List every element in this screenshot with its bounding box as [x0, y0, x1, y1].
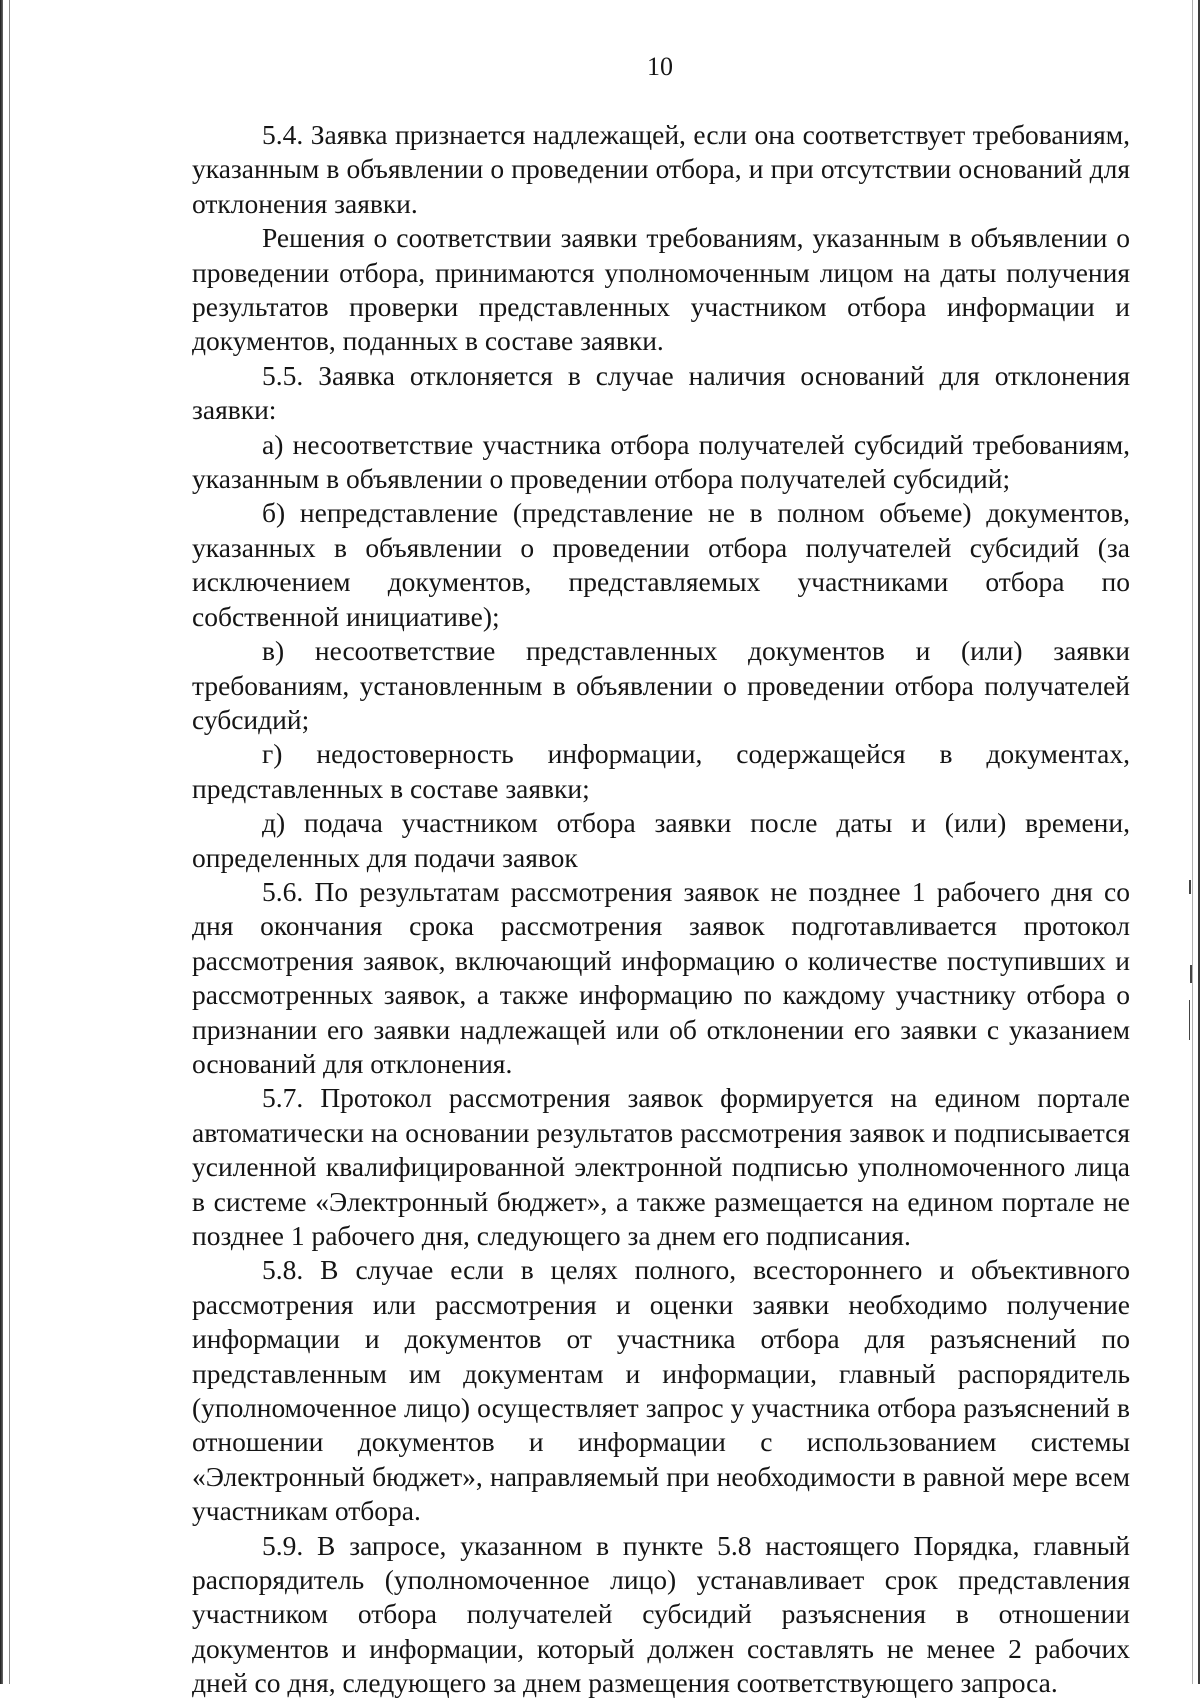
scan-edge-left-line [9, 0, 10, 1684]
paragraph-5-4: 5.4. Заявка признается надлежащей, если она соответствует требованиям, указанным в объявлении о проведении отбора, и при отсутствии оснований для отклонения заявки. [192, 119, 1130, 219]
paragraph-5-9: 5.9. В запросе, указанном в пункте 5.8 настоящего Порядка, главный распорядитель (уполномоченное лицо) устанавливает срок представления участником отбора получателей субсидий разъяснения в отношении документов и информации, который должен составлять не менее 2 рабочих дней со дня, следующего за днем размещения соответствующего запроса. [192, 1529, 1130, 1699]
paragraph-5-5-v: в) несоответствие представленных документов и (или) заявки требованиям, установленным в объявлении о проведении отбора получателей субсидий; [192, 635, 1130, 735]
paragraph-5-5-b: б) непредставление (представление не в полном объеме) документов, указанных в объявлении о проведении отбора получателей субсидий (за исключением документов, представляемых участниками отбора по собственной инициативе); [192, 497, 1130, 632]
paragraph-5-5-a: а) несоответствие участника отбора получателей субсидий требованиям, указанным в объявлении о проведении отбора получателей субсидий; [192, 428, 1130, 495]
scan-mark [1190, 965, 1192, 983]
page-number: 10 [647, 52, 673, 81]
scan-edge-right-line [1192, 0, 1193, 1684]
scan-edge-left [0, 0, 3, 1684]
scan-mark [1189, 1000, 1190, 1040]
paragraph-decisions: Решения о соответствии заявки требованиям, указанным в объявлении о проведении отбора, принимаются уполномоченным лицом на даты получения результатов проверки представленных участником отбора информации и документов, поданных в составе заявки. [192, 222, 1130, 357]
document-body [192, 118, 1130, 1701]
scan-mark [1189, 880, 1191, 894]
paragraph-5-5-d: д) подача участником отбора заявки после даты и (или) времени, определенных для подачи заявок [192, 807, 1130, 873]
paragraph-5-7: 5.7. Протокол рассмотрения заявок формируется на едином портале автоматически на основании результатов рассмотрения заявок и подписывается усиленной квалифицированной электронной подписью уполномоченного лица в системе «Электронный бюджет», а также размещается на едином портале не позднее 1 рабочего дня, следующего за днем его подписания. [192, 1082, 1130, 1251]
paragraph-5-6: 5.6. По результатам рассмотрения заявок не позднее 1 рабочего дня со дня окончания срока рассмотрения заявок подготавливается протокол рассмотрения заявок, включающий информацию о количестве поступивших и рассмотренных заявок, а также информацию по каждому участнику отбора о признании его заявки надлежащей или об отклонении его заявки с указанием оснований для отклонения. [192, 875, 1130, 1079]
paragraph-5-5-g: г) недостоверность информации, содержащейся в документах, представленных в составе заявки; [192, 738, 1130, 804]
paragraph-5-5: 5.5. Заявка отклоняется в случае наличия оснований для отклонения заявки: [192, 359, 1130, 426]
paragraph-5-8: 5.8. В случае если в целях полного, всестороннего и объективного рассмотрения или рассмотрения и оценки заявки необходимо получение информации и документов от участника отбора для разъяснений по представленным им документам и информации, главный распорядитель (уполномоченное лицо) осуществляет запрос у участника отбора разъяснений в отношении документов и информации с использованием системы «Электронный бюджет», направляемый при необходимости в равной мере всем участникам отбора. [192, 1254, 1130, 1527]
